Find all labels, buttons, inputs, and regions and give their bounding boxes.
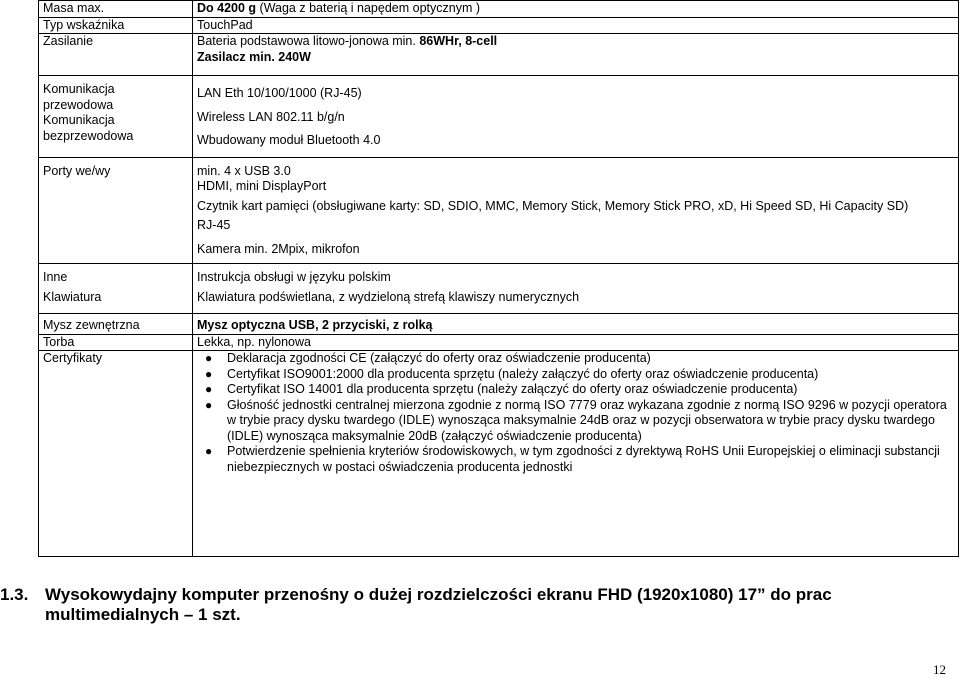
row-value [193, 351, 959, 557]
list-item: ● Certyfikat ISO 14001 dla producenta sprzętu (należy załączyć do oferty oraz oświadczenie producenta) [205, 382, 798, 396]
row-value [193, 157, 959, 264]
row-label: Zasilanie [39, 34, 193, 76]
camera-spec: Kamera min. 2Mpix, mikrofon [197, 241, 360, 256]
keyboard-spec: Klawiatura podświetlana, z wydzieloną strefą klawiszy numerycznych [197, 289, 580, 304]
certificates-list [197, 351, 954, 475]
table-row [39, 351, 959, 557]
row-label: Torba [39, 334, 193, 351]
card-reader-spec: Czytnik kart pamięci (obsługiwane karty: SD, SDIO, MMC, Memory Stick, Memory Stick PRO, xD, Hi Speed SD, Hi Capacity SD) [197, 198, 909, 213]
row-label: Certyfikaty [39, 351, 193, 557]
list-item: ● Certyfikat ISO9001:2000 dla producenta sprzętu (należy załączyć do oferty oraz oświadczenie producenta) [205, 366, 819, 381]
row-value: TouchPad [193, 17, 959, 34]
page-number: 12 [933, 662, 946, 677]
list-item: ● Głośność jednostki centralnej mierzona zgodnie z normą ISO 7779 oraz wykazana zgodnie z normą ISO 9296 w pozycji operatora w trybie pracy dysku twardego (IDLE) wynosząca maksymalnie 24dB oraz w pozycji obserwatora w trybie pracy dysku twardego (IDLE) wynosząca maksymalnie 20dB (załączyć oświadczenie producenta) [205, 397, 947, 443]
table-row [39, 1, 959, 18]
row-value: Mysz optyczna USB, 2 przyciski, z rolką [193, 314, 959, 335]
row-value [193, 76, 959, 158]
row-label: Masa max. [39, 1, 193, 18]
wireless-label: Komunikacja bezprzewodowa [43, 113, 134, 143]
bluetooth-spec: Wbudowany moduł Bluetooth 4.0 [197, 133, 381, 147]
specification-table [38, 0, 959, 557]
row-value: Lekka, np. nylonowa [193, 334, 959, 351]
bullet-icon: ● [205, 444, 213, 458]
section-title: Wysokowydajny komputer przenośny o dużej rozdzielczości ekranu FHD (1920x1080) 17” do prac multimedialnych – 1 szt. [45, 585, 832, 624]
ports-label: Porty we/wy [43, 163, 111, 178]
battery-cells: 86WHr, 8-cell [419, 34, 498, 48]
lan-spec: LAN Eth 10/100/1000 (RJ-45) [197, 86, 362, 100]
row-label [39, 157, 193, 264]
table-row [39, 314, 959, 335]
bullet-icon: ● [205, 397, 213, 412]
usb-spec: min. 4 x USB 3.0 [197, 163, 291, 178]
row-label: Mysz zewnętrzna [39, 314, 193, 335]
bullet-icon: ● [205, 366, 213, 381]
row-label: Typ wskaźnika [39, 17, 193, 34]
weight-note: (Waga z baterią i napędem optycznym ) [256, 1, 481, 15]
row-label [39, 76, 193, 158]
list-item: ● Deklaracja zgodności CE (załączyć do oferty oraz oświadczenie producenta) [205, 351, 651, 365]
manual-spec: Instrukcja obsługi w języku polskim [197, 270, 391, 284]
table-row [39, 76, 959, 158]
table-row [39, 34, 959, 76]
row-value [193, 1, 959, 18]
rj45-spec: RJ-45 [197, 218, 231, 232]
row-value [193, 34, 959, 76]
row-label [39, 264, 193, 314]
keyboard-label: Klawiatura [43, 289, 102, 304]
list-item: ● Potwierdzenie spełnienia kryteriów środowiskowych, w tym zgodności z dyrektywą RoHS Unii Europejskiej o eliminacji substancji niebezpiecznych w postaci oświadczenia producenta jednostki [205, 444, 940, 474]
other-label: Inne [43, 270, 68, 284]
bullet-icon: ● [205, 351, 213, 365]
wlan-spec: Wireless LAN 802.11 b/g/n [197, 109, 345, 124]
table-row [39, 264, 959, 314]
charger-text: Zasilacz min. 240W [197, 49, 311, 64]
row-value [193, 264, 959, 314]
battery-text: Bateria podstawowa litowo-jonowa min. [197, 34, 420, 48]
table-row [39, 334, 959, 351]
weight-value: Do 4200 g [197, 1, 257, 15]
bullet-icon: ● [205, 382, 213, 396]
table-row [39, 157, 959, 264]
wired-label: Komunikacja przewodowa [43, 82, 115, 112]
video-spec: HDMI, mini DisplayPort [197, 179, 327, 193]
section-number: 1.3. [0, 585, 29, 604]
table-row [39, 17, 959, 34]
